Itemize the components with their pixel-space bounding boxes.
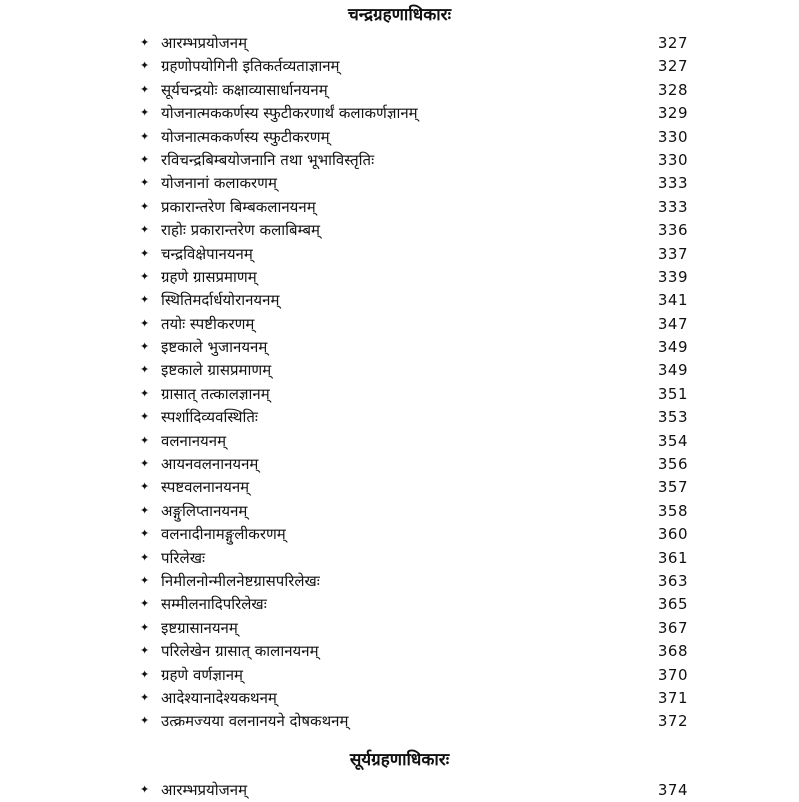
toc-entry-page-number: 365 (657, 595, 688, 614)
bullet-icon: ✦ (140, 293, 150, 307)
toc-entry-page-number: 327 (657, 34, 688, 52)
toc-entry-title: आदेश्यानादेश्यकथनम् (161, 688, 277, 707)
bullet-icon: ✦ (140, 199, 150, 213)
toc-entry (0, 547, 799, 570)
toc-entry-title: योजनात्मककर्णस्य स्फुटीकरणम् (161, 127, 330, 146)
toc-entry-page-number: 347 (657, 314, 688, 333)
toc-entry-title: ग्रासात् तत्कालज्ञानम् (161, 384, 270, 403)
toc-entry (0, 687, 799, 710)
bullet-icon: ✦ (140, 667, 150, 681)
bullet-icon: ✦ (140, 457, 150, 471)
toc-entry-page-number: 368 (657, 642, 688, 661)
bullet-icon: ✦ (140, 316, 150, 330)
bullet-icon: ✦ (140, 269, 150, 283)
bullet-icon: ✦ (140, 363, 150, 377)
toc-entry-page-number: 330 (657, 127, 688, 146)
toc-entry-page-number: 337 (657, 244, 688, 263)
toc-entry (0, 196, 799, 219)
toc-entry (0, 453, 799, 476)
toc-entry-title: आयनवलनानयनम् (161, 455, 259, 474)
bullet-icon: ✦ (140, 783, 150, 796)
toc-entry-title: अङ्गुलिप्तानयनम् (161, 501, 248, 520)
bullet-icon: ✦ (140, 573, 150, 587)
toc-entry (0, 710, 799, 733)
toc-entry-title: सूर्यचन्द्रयोः कक्षाव्यासार्धानयनम् (161, 80, 328, 99)
toc-entry-title: स्पष्टवलनानयनम् (161, 478, 250, 497)
toc-entry-title: स्थितिमर्दार्धयोरानयनम् (161, 291, 280, 310)
bullet-icon: ✦ (140, 527, 150, 541)
toc-entry (0, 219, 799, 242)
toc-entry-page-number: 358 (657, 501, 688, 520)
toc-entry (0, 126, 799, 149)
toc-entry-page-number: 354 (657, 431, 688, 450)
toc-entry-page-number: 374 (657, 781, 688, 799)
bullet-icon: ✦ (140, 82, 150, 96)
toc-entry-page-number: 327 (657, 57, 688, 76)
toc-entry-title: निमीलनोन्मीलनेष्टग्रासपरिलेखः (161, 571, 320, 590)
toc-entry-page-number: 363 (657, 571, 688, 590)
toc-entry (0, 640, 799, 663)
toc-entry-page-number: 349 (657, 338, 688, 357)
bullet-icon: ✦ (140, 246, 150, 260)
toc-entry (0, 406, 799, 429)
toc-entry-title: ग्रहणे वर्णज्ञानम् (161, 665, 244, 684)
toc-entry (0, 172, 799, 195)
toc-entry-title: सम्मीलनादिपरिलेखः (161, 595, 267, 614)
toc-entry-title: इष्टकाले भुजानयनम् (161, 338, 268, 357)
toc-entry (0, 79, 799, 102)
toc-entry-title: योजनात्मककर्णस्य स्फुटीकरणार्थं कलाकर्णज्ञानम् (161, 104, 418, 123)
toc-entry (0, 102, 799, 125)
toc-entry-title: इष्टग्रासानयनम् (161, 618, 238, 637)
bullet-icon: ✦ (140, 433, 150, 447)
bullet-icon: ✦ (140, 36, 150, 49)
toc-entry-title: आरम्भप्रयोजनम् (161, 781, 248, 799)
toc-entry-title: स्पर्शादिव्यवस्थितिः (161, 408, 258, 427)
toc-entry-title: प्रकारान्तरेण बिम्बकलानयनम् (161, 197, 316, 216)
toc-entry (0, 779, 799, 802)
bullet-icon: ✦ (140, 644, 150, 658)
toc-list-lunar-eclipse (0, 32, 799, 734)
toc-entry (0, 476, 799, 499)
toc-entry-page-number: 372 (657, 712, 688, 731)
section-heading-solar-eclipse: सूर्यग्रहणाधिकारः (349, 750, 450, 770)
toc-entry (0, 266, 799, 289)
toc-entry (0, 149, 799, 172)
toc-entry-page-number: 367 (657, 618, 688, 637)
toc-entry-title: वलनानयनम् (161, 431, 227, 450)
toc-entry (0, 336, 799, 359)
toc-entry (0, 313, 799, 336)
toc-entry (0, 617, 799, 640)
bullet-icon: ✦ (140, 176, 150, 190)
bullet-icon: ✦ (140, 714, 150, 728)
bullet-icon: ✦ (140, 550, 150, 564)
toc-entry-page-number: 333 (657, 197, 688, 216)
toc-entry-page-number: 356 (657, 455, 688, 474)
toc-entry-title: रविचन्द्रबिम्बयोजनानि तथा भूभाविस्तृतिः (161, 150, 375, 169)
toc-entry-page-number: 330 (657, 150, 688, 169)
toc-entry-title: राहोः प्रकारान्तरेण कलाबिम्बम् (161, 221, 320, 240)
toc-entry-title: ग्रहणोपयोगिनी इतिकर्तव्यताज्ञानम् (161, 57, 340, 76)
toc-entry-page-number: 328 (657, 80, 688, 99)
section-heading-lunar-eclipse: चन्द्रग्रहणाधिकारः (347, 5, 452, 25)
toc-entry-title: ग्रहणे ग्रासप्रमाणम् (161, 267, 257, 286)
toc-entry (0, 664, 799, 687)
bullet-icon: ✦ (140, 59, 150, 73)
toc-entry-page-number: 360 (657, 525, 688, 544)
toc-entry-title: वलनादीनामङ्गुलीकरणम् (161, 525, 286, 544)
toc-entry-page-number: 341 (657, 291, 688, 310)
bullet-icon: ✦ (140, 410, 150, 424)
toc-entry (0, 430, 799, 453)
bullet-icon: ✦ (140, 597, 150, 611)
toc-entry-title: उत्क्रमज्यया वलनानयने दोषकथनम् (161, 712, 349, 731)
toc-entry-page-number: 371 (657, 688, 688, 707)
toc-entry-title: इष्टकाले ग्रासप्रमाणम् (161, 361, 272, 380)
bullet-icon: ✦ (140, 386, 150, 400)
toc-entry (0, 243, 799, 266)
toc-entry (0, 55, 799, 78)
toc-entry-page-number: 329 (657, 104, 688, 123)
toc-entry-title: योजनानां कलाकरणम् (161, 174, 277, 193)
toc-entry (0, 383, 799, 406)
toc-entry-page-number: 370 (657, 665, 688, 684)
toc-entry-page-number: 333 (657, 174, 688, 193)
toc-entry-page-number: 336 (657, 221, 688, 240)
toc-list-solar-eclipse (0, 779, 799, 802)
bullet-icon: ✦ (140, 106, 150, 120)
toc-entry (0, 359, 799, 382)
toc-entry-title: परिलेखेन ग्रासात् कालानयनम् (161, 642, 319, 661)
toc-entry-page-number: 361 (657, 548, 688, 567)
toc-entry-title: तयोः स्पष्टीकरणम् (161, 314, 255, 333)
toc-entry-title: चन्द्रविक्षेपानयनम् (161, 244, 253, 263)
toc-entry (0, 500, 799, 523)
toc-entry (0, 289, 799, 312)
bullet-icon: ✦ (140, 503, 150, 517)
bullet-icon: ✦ (140, 480, 150, 494)
bullet-icon: ✦ (140, 129, 150, 143)
toc-entry-title: परिलेखः (161, 548, 206, 567)
toc-entry-page-number: 339 (657, 267, 688, 286)
toc-entry (0, 593, 799, 616)
toc-entry-page-number: 353 (657, 408, 688, 427)
toc-entry (0, 570, 799, 593)
toc-entry (0, 523, 799, 546)
bullet-icon: ✦ (140, 620, 150, 634)
toc-entry-page-number: 351 (657, 384, 688, 403)
bullet-icon: ✦ (140, 152, 150, 166)
toc-entry-page-number: 349 (657, 361, 688, 380)
toc-entry-page-number: 357 (657, 478, 688, 497)
toc-entry (0, 32, 799, 55)
bullet-icon: ✦ (140, 223, 150, 237)
bullet-icon: ✦ (140, 340, 150, 354)
toc-entry-title: आरम्भप्रयोजनम् (161, 34, 248, 52)
bullet-icon: ✦ (140, 690, 150, 704)
